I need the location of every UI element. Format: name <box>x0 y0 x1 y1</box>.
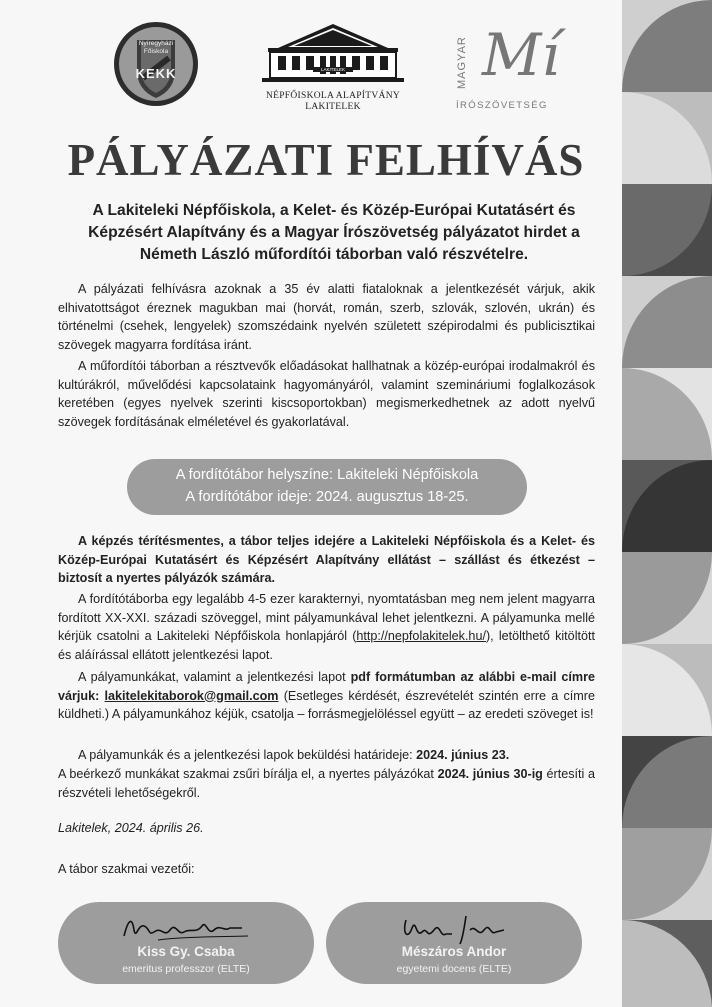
page-title: PÁLYÁZATI FELHÍVÁS <box>67 135 585 185</box>
paragraph-jury <box>58 765 595 802</box>
submission-text-b: ), letölthető kitöltött és aláírással ellátott jelentkezési lapot. <box>58 629 595 662</box>
signatory-name: Kiss Gy. Csaba <box>137 944 235 959</box>
kekk-logo <box>113 18 199 110</box>
deadline-date: 2024. június 23. <box>416 748 510 762</box>
paragraph-program: A műfordítói táborban a résztvevők előadásokat hallhatnak a közép-európai irodalmakról és kultúrákról, művelődési kapcsolataink hagyományáról, valamint szemináriumi foglalkozások keretében (egyes nyelvek szerinti kiscsoportokban) megismerkedhetnek az adott nyelvű szövegek fordításának elméletével és gyakorlatával. <box>58 359 595 429</box>
camp-dates: A fordítótábor ideje: 2024. augusztus 18-25. <box>185 489 469 505</box>
signature-card-meszaros <box>326 902 582 984</box>
signatory-name: Mészáros Andor <box>401 944 507 959</box>
signature-icon <box>386 910 526 946</box>
lead-paragraph: A Lakiteleki Népfőiskola, a Kelet- és Közép-Európai Kutatásért és Képzésért Alapítvány és a Magyar Írószövetség pályázatot hirdet a Németh László műfordítói táborban való részvételre. <box>88 202 580 263</box>
kekk-caption <box>113 40 199 56</box>
decorative-shapes <box>622 0 712 1007</box>
signature-icon <box>118 910 258 946</box>
leaders-label: A tábor szakmai vezetői: <box>58 862 195 876</box>
nepfoiskola-logo <box>258 20 408 112</box>
jury-text-b: értesíti a részvételi lehetőségekről. <box>58 767 596 800</box>
kekk-line1: Nyíregyházi <box>138 40 174 47</box>
signatory-role: emeritus professzor (ELTE) <box>122 963 250 975</box>
kekk-acronym: KEKK <box>135 66 177 81</box>
paragraph-eligibility: A pályázati felhívásra azoknak a 35 év alatti fiataloknak a jelentkezését várjuk, akik elhivatottságot éreznek magukban mai (horvát, román, szerb, szlovák, szlovén, ukrán) és történelmi (csehek, lengyelek) szomszédaink nyelvén született szépirodalmi és publicisztikai szövegek magyarra fordítása iránt. <box>58 282 595 352</box>
paragraph-free-of-charge: A képzés térítésmentes, a tábor teljes idejére a Lakiteleki Népfőiskola és a Kelet- és Közép-Európai Kutatásért és Képzésért Alapítvány ellátást – szállást és étkezést – biztosít a nyertes pályázók számára. <box>58 534 595 585</box>
paragraph-deadline <box>58 746 595 765</box>
place-and-date: Lakitelek, 2024. április 26. <box>58 821 204 835</box>
iroszovetseg-vertical: MAGYAR <box>456 36 468 90</box>
signature-card-kiss <box>58 902 314 984</box>
iroszovetseg-name: ÍRÓSZÖVETSÉG <box>456 100 548 111</box>
iroszovetseg-logo <box>452 21 572 112</box>
signatory-role: egyetemi docens (ELTE) <box>396 963 512 975</box>
nepfoiskola-plaque: LAKITELEK <box>313 67 353 72</box>
email-text-b: (Esetleges kérdését, észrevételét szintén erre a címre küldheti.) A pályamunkához kéjük, csatolja – forrásmegjelöléssel együtt – az eredeti szöveget is! <box>58 688 595 721</box>
jury-date: 2024. június 30-ig <box>437 767 543 781</box>
decorative-side-panel <box>622 0 712 1007</box>
iroszovetseg-mark: Mí <box>482 21 560 89</box>
email-text-a: A pályamunkákat, valamint a jelentkezési lapot <box>78 670 351 684</box>
kekk-line2: Főiskola <box>143 48 169 55</box>
website-link[interactable]: http://nepfolakitelek.hu/ <box>356 629 486 643</box>
nepfoiskola-line1: NÉPFŐISKOLA ALAPÍTVÁNY <box>265 91 401 101</box>
submission-text-a: A fordítótáborba egy legalább 4-5 ezer karakternyi, nyomtatásban meg nem jelent magyarra fordított XX-XXI. századi szöveggel, mint pályamunkával lehet jelentkezni. A pályamunka mellé kérjük csatolni a Lakiteleki Népfőiskola honlapjáról ( <box>58 592 595 643</box>
nepfoiskola-line2: LAKITELEK <box>305 102 361 112</box>
camp-location: A fordítótábor helyszíne: Lakiteleki Népfőiskola <box>175 467 479 483</box>
camp-info-banner <box>127 459 527 515</box>
deadline-text: A pályamunkák és a jelentkezési lapok beküldési határideje: <box>78 748 417 762</box>
email-text-bold: pdf formátumban az alábbi e-mail címre várjuk: <box>58 670 595 703</box>
paragraph-submission <box>58 590 595 664</box>
kekk-shield-icon <box>113 18 199 110</box>
manor-house-icon <box>258 20 408 86</box>
email-link[interactable]: lakitelekitaborok@gmail.com <box>104 688 279 703</box>
paragraph-email <box>58 668 595 724</box>
jury-text-a: A beérkező munkákat szakmai zsűri bírálja el, a nyertes pályázókat <box>58 767 438 781</box>
